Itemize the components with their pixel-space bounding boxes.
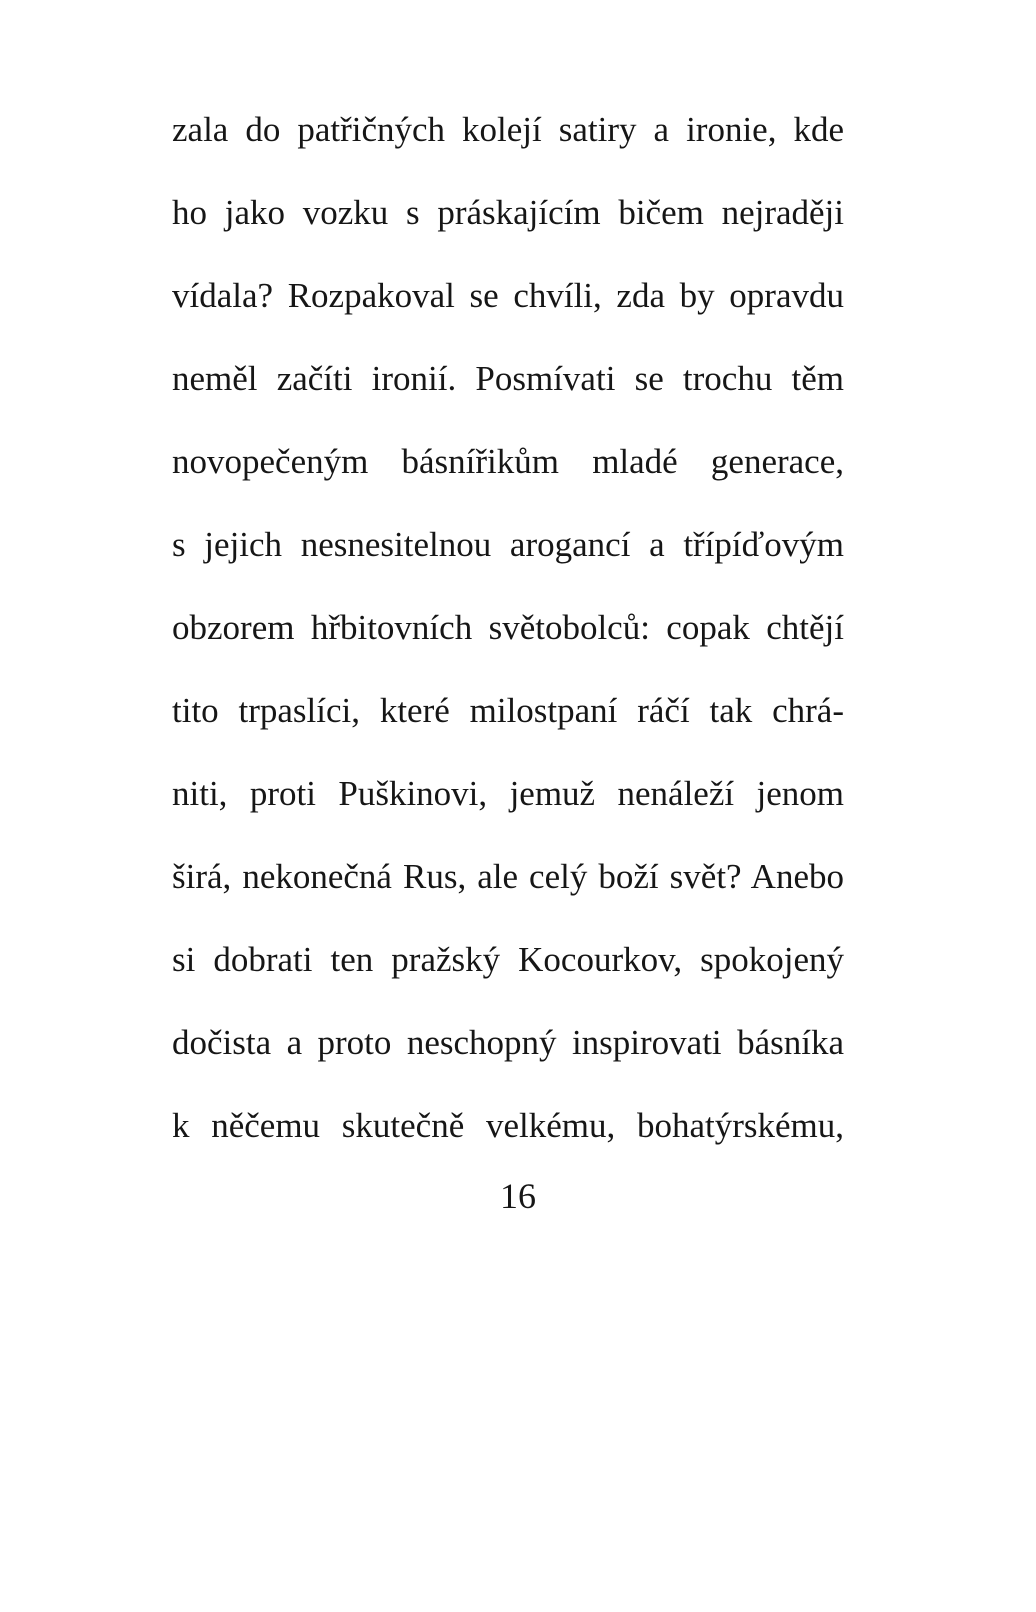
text-line: tito trpaslíci, které milostpaní ráčí tak chrá- (172, 691, 844, 730)
text-line: širá, nekonečná Rus, ale celý boží svět? Anebo (172, 857, 844, 896)
text-line: k něčemu skutečně velkému, bohatýrskému, (172, 1106, 844, 1145)
body-text (172, 100, 844, 1179)
text-line: neměl začíti ironií. Posmívati se trochu těm (172, 359, 844, 398)
text-line: zala do patřičných kolejí satiry a ironie, kde (172, 110, 844, 149)
page-number: 16 (500, 1176, 536, 1216)
text-line: niti, proti Puškinovi, jemuž nenáleží jenom (172, 774, 844, 813)
text-line: novopečeným básnířikům mladé generace, (172, 442, 844, 481)
text-line: obzorem hřbitovních světobolců: copak chtějí (172, 608, 844, 647)
text-line: ho jako vozku s práskajícím bičem nejraději (172, 193, 844, 232)
text-line: s jejich nesnesitelnou arogancí a třípíďovým (172, 525, 844, 564)
text-line: si dobrati ten pražský Kocourkov, spokojený (172, 940, 844, 979)
text-line: vídala? Rozpakoval se chvíli, zda by opravdu (172, 276, 844, 315)
text-line: dočista a proto neschopný inspirovati básníka (172, 1023, 844, 1062)
